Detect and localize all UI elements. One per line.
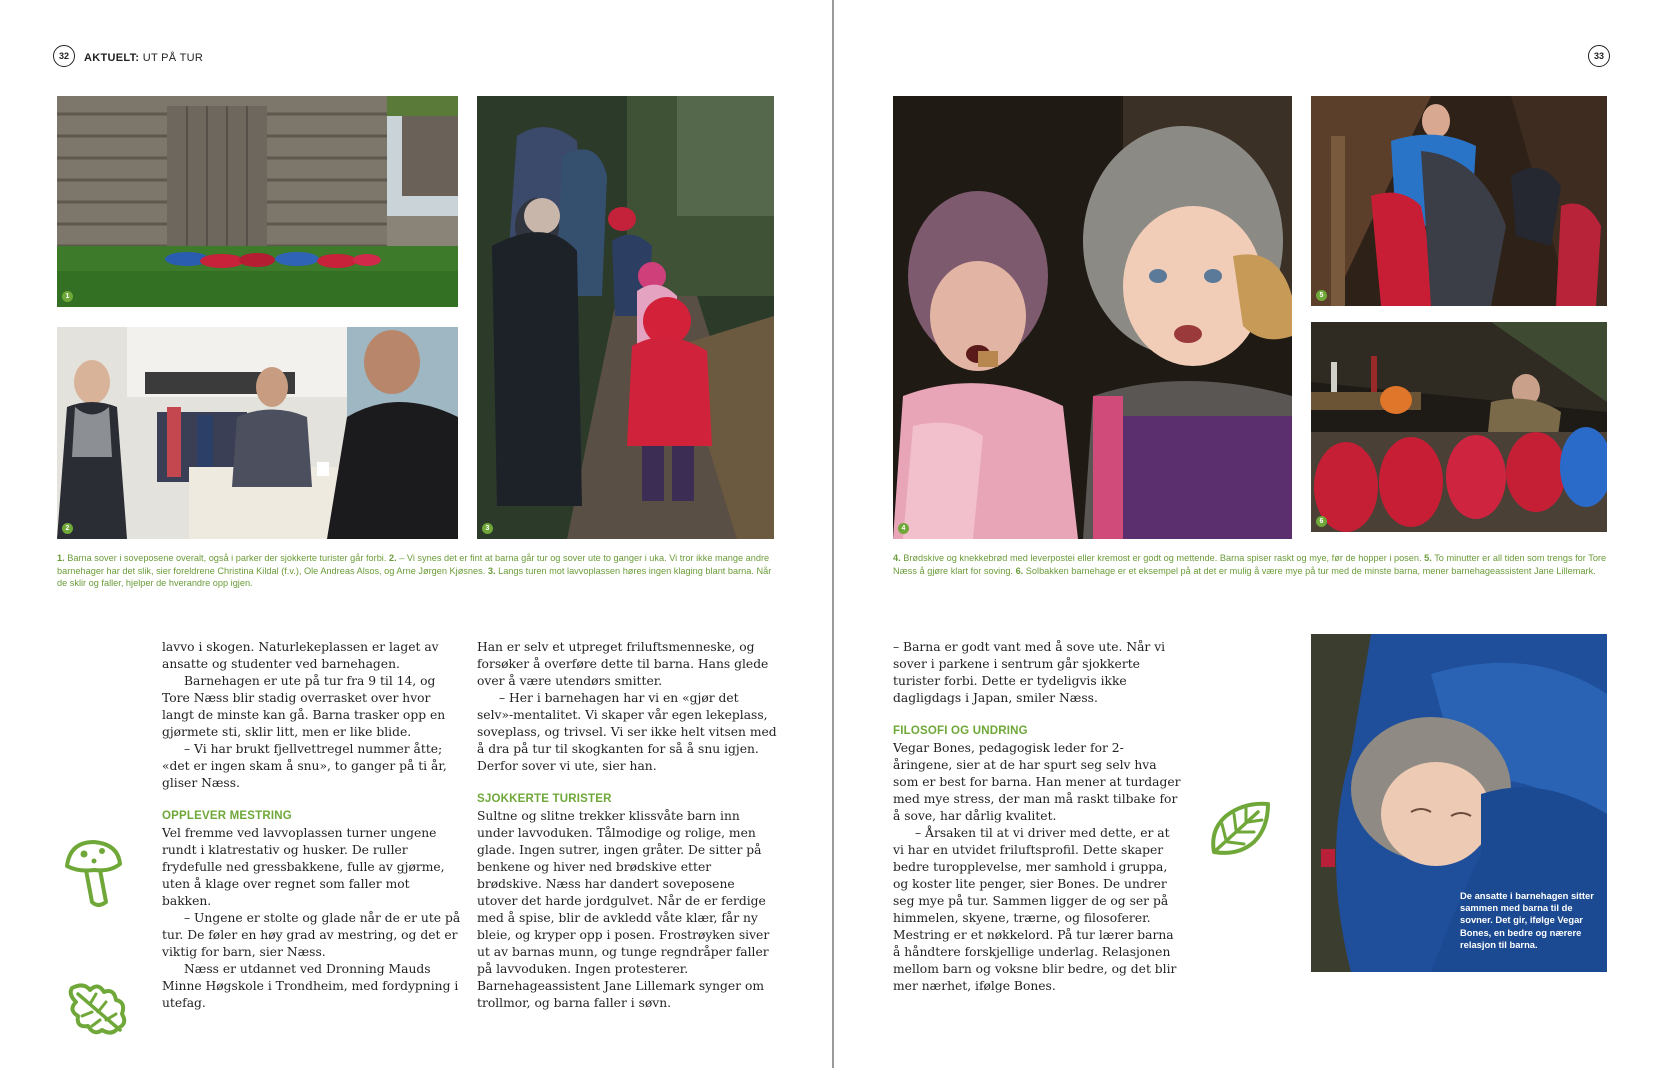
section-label: AKTUELT:	[84, 52, 140, 64]
article-column-1	[162, 639, 462, 1012]
paragraph: Barnehagen er ute på tur fra 9 til 14, og Tore Næss blir stadig overrasket over hvor langt de minste kan gå. Barna trasker opp en gjørmete sti, sklir litt, men er like blide.	[162, 674, 446, 739]
photo-number-badge: 2	[62, 523, 73, 534]
article-column-2	[477, 639, 777, 1012]
caption-text: Brødskive og knekkebrød med leverpostei eller kremost er godt og mettende. Barna spiser raskt og mye, før de hopper i posen.	[903, 553, 1422, 563]
section-header	[84, 52, 203, 64]
caption-text: – Vi synes det er fint at barna går tur og sover ute to ganger i uka. Vi tror ikke mange andre barnehager har det slik, sier foreldrene Christina Kildal (f.v.), Ole Andreas Alsos, og Arne Jørgen Kjøsnes.	[57, 553, 770, 576]
subheading: FILOSOFI OG UNDRING	[893, 725, 1028, 737]
photo-number-badge: 5	[1316, 290, 1327, 301]
right-page	[834, 0, 1663, 1068]
photo-man-sleeping-bags	[1311, 96, 1607, 306]
photo-cabins-sleeping-bags	[57, 96, 458, 307]
paragraph: – Årsaken til at vi driver med dette, er at vi har en utvidet friluftsprofil. Dette skaper bedre turopplevelse, mer samhold i gruppa, og koster lite penger, sier Bones. De undrer seg mye på tur. Sammen ligger de og ser på himmelen, skyene, trærne, og filosoferer. Mestring er et nøkkelord. På tur lærer barna å håndtere forskjellige underlag. Relasjonen mellom barn og voksne blir bedre, og det blir mer nærhet, ifølge Bones.	[893, 826, 1177, 993]
photo-parents-table	[57, 327, 458, 539]
photo-caption	[57, 552, 774, 590]
caption-number: 5.	[1424, 553, 1432, 563]
photo-trail-walk	[477, 96, 774, 539]
paragraph: Han er selv et utpreget friluftsmenneske, og forsøker å overføre dette til barna. Hans glede over å være utendørs smitter.	[477, 640, 769, 688]
page-number: 33	[1588, 45, 1610, 67]
paragraph: lavvo i skogen. Naturlekeplassen er laget av ansatte og studenter ved barnehagen.	[162, 640, 439, 671]
oak-leaf-icon	[66, 978, 130, 1036]
caption-number: 6.	[1015, 565, 1024, 576]
caption-number: 4.	[893, 553, 901, 563]
caption-text: Solbakken barnehage er et eksempel på at det er mulig å være mye på tur med de minste barna, mener barnehageassistent Jane Lillemark.	[1025, 565, 1596, 576]
paragraph: Vegar Bones, pedagogisk leder for 2-åringene, sier at de har spurt seg selv hva som er best for barna. Han mener at turdager med mye stress, der man må raskt tilbake for å sove, har dårlig kvalitet.	[893, 741, 1181, 823]
photo-number-badge: 4	[898, 523, 909, 534]
page-number: 32	[53, 45, 75, 67]
paragraph: Næss er utdannet ved Dronning Mauds Minne Høgskole i Trondheim, med fordypning i utefag.	[162, 962, 459, 1010]
section-title: UT PÅ TUR	[142, 52, 204, 64]
photo-toddlers-eating	[893, 96, 1292, 539]
caption-number: 1.	[57, 553, 65, 563]
caption-text: Langs turen mot lavvoplassen høres ingen klaging blant barna. Når de sklir og faller, hjelper de hverandre opp igjen.	[57, 565, 772, 588]
caption-text: To minutter er all tiden som trengs for Tore Næss å gjøre klart for soving.	[893, 553, 1607, 576]
subheading: SJOKKERTE TURISTER	[477, 793, 612, 805]
caption-text: Barna sover i soveposene overalt, også i parker der sjokkerte turister går forbi.	[67, 553, 387, 563]
caption-number: 3.	[487, 565, 496, 576]
leaf-icon	[1206, 800, 1272, 858]
paragraph: Sultne og slitne trekker klissvåte barn inn under lavvoduken. Tålmodige og rolige, men glade. Ingen sutrer, ingen gråter. De sitter på benkene og hiver ned brødskive etter brødskive. Næss har dandert soveposene utover det harde jordgulvet. Når de er ferdige med å spise, blir de avkledd våte klær, får ny bleie, og kryper opp i posen. Frostrøyken siver ut av barnas munn, og tunge regndråper faller på lavvoduken. Ingen protesterer. Barnehageassistent Jane Lillemark synger om trollmor, og barna faller i søvn.	[477, 809, 770, 1010]
caption-number: 2.	[388, 553, 397, 563]
article-column-3	[893, 639, 1183, 995]
paragraph: – Vi har brukt fjellvettregel nummer åtte; «det er ingen skam å snu», to ganger på ti år, gliser Næss.	[162, 742, 447, 790]
mushroom-icon	[62, 838, 124, 910]
photo-sleeping-child	[1311, 634, 1607, 972]
photo-overlay-caption: De ansatte i barnehagen sitter sammen med barna til de sovner. Det gir, ifølge Vegar Bones, en bedre og nærere relasjon til barna.	[1460, 890, 1594, 950]
photo-number-badge: 3	[482, 523, 493, 534]
paragraph: – Barna er godt vant med å sove ute. Når vi sover i parkene i sentrum går sjokkerte turister forbi. Dette er tydeligvis ikke dagligdags i Japan, smiler Næss.	[893, 640, 1166, 705]
paragraph: – Ungene er stolte og glade når de er ute på tur. De føler en høy grad av mestring, og det er viktig for barn, sier Næss.	[162, 911, 461, 959]
photo-caption	[893, 552, 1613, 577]
paragraph: Vel fremme ved lavvoplassen turner ungene rundt i klatrestativ og husker. De ruller frydefulle ned gressbakkene, fulle av gjørme, uten å klage over regnet som faller mot bakken.	[162, 826, 445, 908]
photo-number-badge: 6	[1316, 516, 1327, 527]
photo-lavvo-sleeping	[1311, 322, 1607, 532]
photo-number-badge: 1	[62, 291, 73, 302]
paragraph: – Her i barnehagen har vi en «gjør det selv»-mentalitet. Vi skaper vår egen lekeplass, soveplass, og trivsel. Vi ser ikke helt vitsen med å dra på tur til skogkanten for så å snu igjen. Derfor sover vi ute, sier han.	[477, 691, 777, 773]
subheading: OPPLEVER MESTRING	[162, 810, 292, 822]
